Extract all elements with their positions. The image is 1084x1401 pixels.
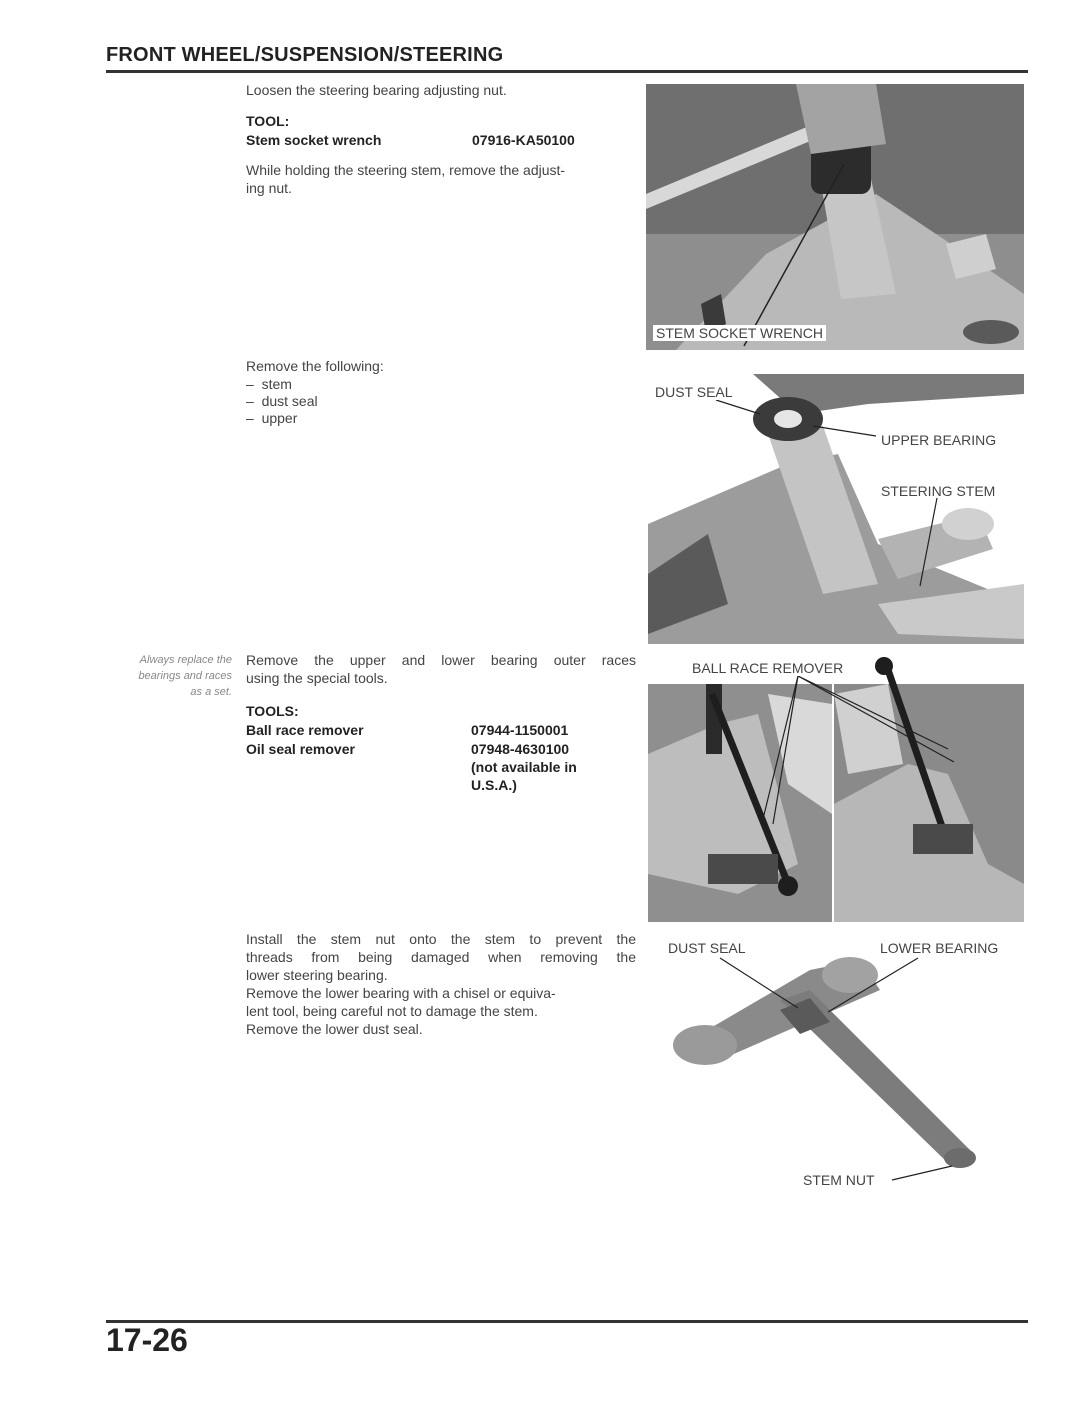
label-upper-bearing: UPPER BEARING (881, 432, 997, 448)
step4-line3: lower steering bearing. (246, 967, 388, 983)
side-note-line1: Always replace the (139, 654, 232, 666)
removal-item-3: – upper (246, 410, 298, 426)
step3-text-line1: Remove the upper and lower bearing outer races (246, 652, 636, 668)
step4-line1: Install the stem nut onto the stem to prevent the (246, 931, 636, 947)
step3-tool2-number: 07948-4630100 (471, 741, 570, 757)
footer-rule (106, 1320, 1028, 1323)
step4-line2: threads from being damaged when removing the (246, 949, 636, 965)
step3-tool2-name: Oil seal remover (246, 741, 355, 757)
step3-tool1-name: Ball race remover (246, 722, 364, 738)
label-dust-seal-lower: DUST SEAL (665, 940, 749, 956)
step2-intro: Remove the following: (246, 358, 384, 374)
step3-text-line2: using the special tools. (246, 670, 388, 686)
label-stem-nut: STEM NUT (800, 1172, 878, 1188)
page-header-title: FRONT WHEEL/SUSPENSION/STEERING (106, 44, 504, 66)
removal-item-2-text: dust seal (261, 393, 318, 409)
step1-tool-heading: TOOL: (246, 113, 290, 129)
removal-item-3-text: upper (261, 410, 298, 426)
side-note-line3: as a set. (190, 686, 232, 698)
step4-line4: Remove the lower bearing with a chisel or equiva- (246, 985, 556, 1001)
step1-text2-line2: ing nut. (246, 180, 292, 196)
header-rule (106, 70, 1028, 73)
removal-item-1: – stem (246, 376, 292, 392)
figure-upper-bearing-photo (648, 374, 1024, 644)
step1-tool-name: Stem socket wrench (246, 132, 382, 148)
label-lower-bearing: LOWER BEARING (877, 940, 1001, 956)
label-stem-socket-wrench: STEM SOCKET WRENCH (653, 325, 826, 341)
removal-item-2: – dust seal (246, 393, 318, 409)
figure-stem-socket-wrench-photo (646, 84, 1024, 350)
side-note-line2: bearings and races (138, 670, 232, 682)
step4-line6: Remove the lower dust seal. (246, 1021, 423, 1037)
label-dust-seal-upper: DUST SEAL (652, 384, 736, 400)
step1-text2-line1: While holding the steering stem, remove the adjust- (246, 162, 566, 178)
step3-tool2-note-line2: U.S.A.) (471, 777, 517, 793)
figure-lower-bearing-photo (660, 930, 1024, 1200)
step3-tool2-note-line1: (not available in (471, 759, 577, 775)
step2-list (246, 376, 318, 427)
step4-line5: lent tool, being careful not to damage the stem. (246, 1003, 538, 1019)
step3-tool1-number: 07944-1150001 (471, 722, 569, 738)
step1-text: Loosen the steering bearing adjusting nut. (246, 82, 507, 98)
step3-tools-heading: TOOLS: (246, 703, 299, 719)
label-ball-race-remover: BALL RACE REMOVER (689, 660, 846, 676)
step1-tool-number: 07916-KA50100 (472, 132, 575, 148)
figure-ball-race-remover-photo (648, 654, 1024, 922)
removal-item-1-text: stem (261, 376, 292, 392)
side-note (100, 652, 232, 700)
page-number: 17-26 (106, 1322, 188, 1358)
label-steering-stem: STEERING STEM (881, 483, 996, 499)
